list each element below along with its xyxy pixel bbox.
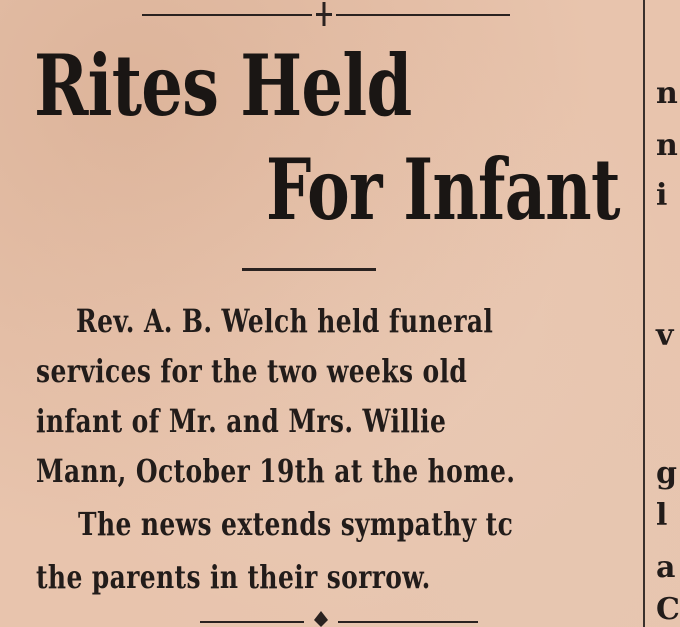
adjacent-column-fragment: i: [656, 178, 668, 213]
column-divider: [643, 0, 645, 627]
adjacent-column-fragment: n: [656, 128, 678, 163]
headline-line-2: For Infant: [266, 140, 620, 239]
adjacent-column-fragment: v: [656, 318, 674, 353]
adjacent-column-fragment: l: [656, 498, 668, 533]
adjacent-column-fragment: n: [656, 76, 678, 111]
adjacent-column-fragment: g: [656, 456, 677, 491]
adjacent-column-fragment: a: [656, 550, 676, 585]
bottom-rule-left: [200, 621, 304, 623]
adjacent-column-fragment: C: [656, 592, 680, 627]
top-rule-left: [142, 14, 312, 16]
article-line-5: The news extends sympathy tc: [78, 505, 514, 543]
top-rule-right: [336, 14, 510, 16]
article-line-4: Mann, October 19th at the home.: [36, 452, 516, 490]
headline-divider: [242, 268, 376, 271]
bottom-rule-right: [338, 621, 478, 623]
headline-line-1: Rites Held: [34, 36, 412, 135]
article-line-2: services for the two weeks old: [36, 352, 468, 390]
bottom-ornament-icon: [306, 610, 336, 627]
article-line-3: infant of Mr. and Mrs. Willie: [36, 402, 447, 440]
article-line-6: the parents in their sorrow.: [36, 558, 431, 596]
cross-ornament-icon: [314, 0, 334, 28]
article-line-1: Rev. A. B. Welch held funeral: [76, 302, 494, 340]
